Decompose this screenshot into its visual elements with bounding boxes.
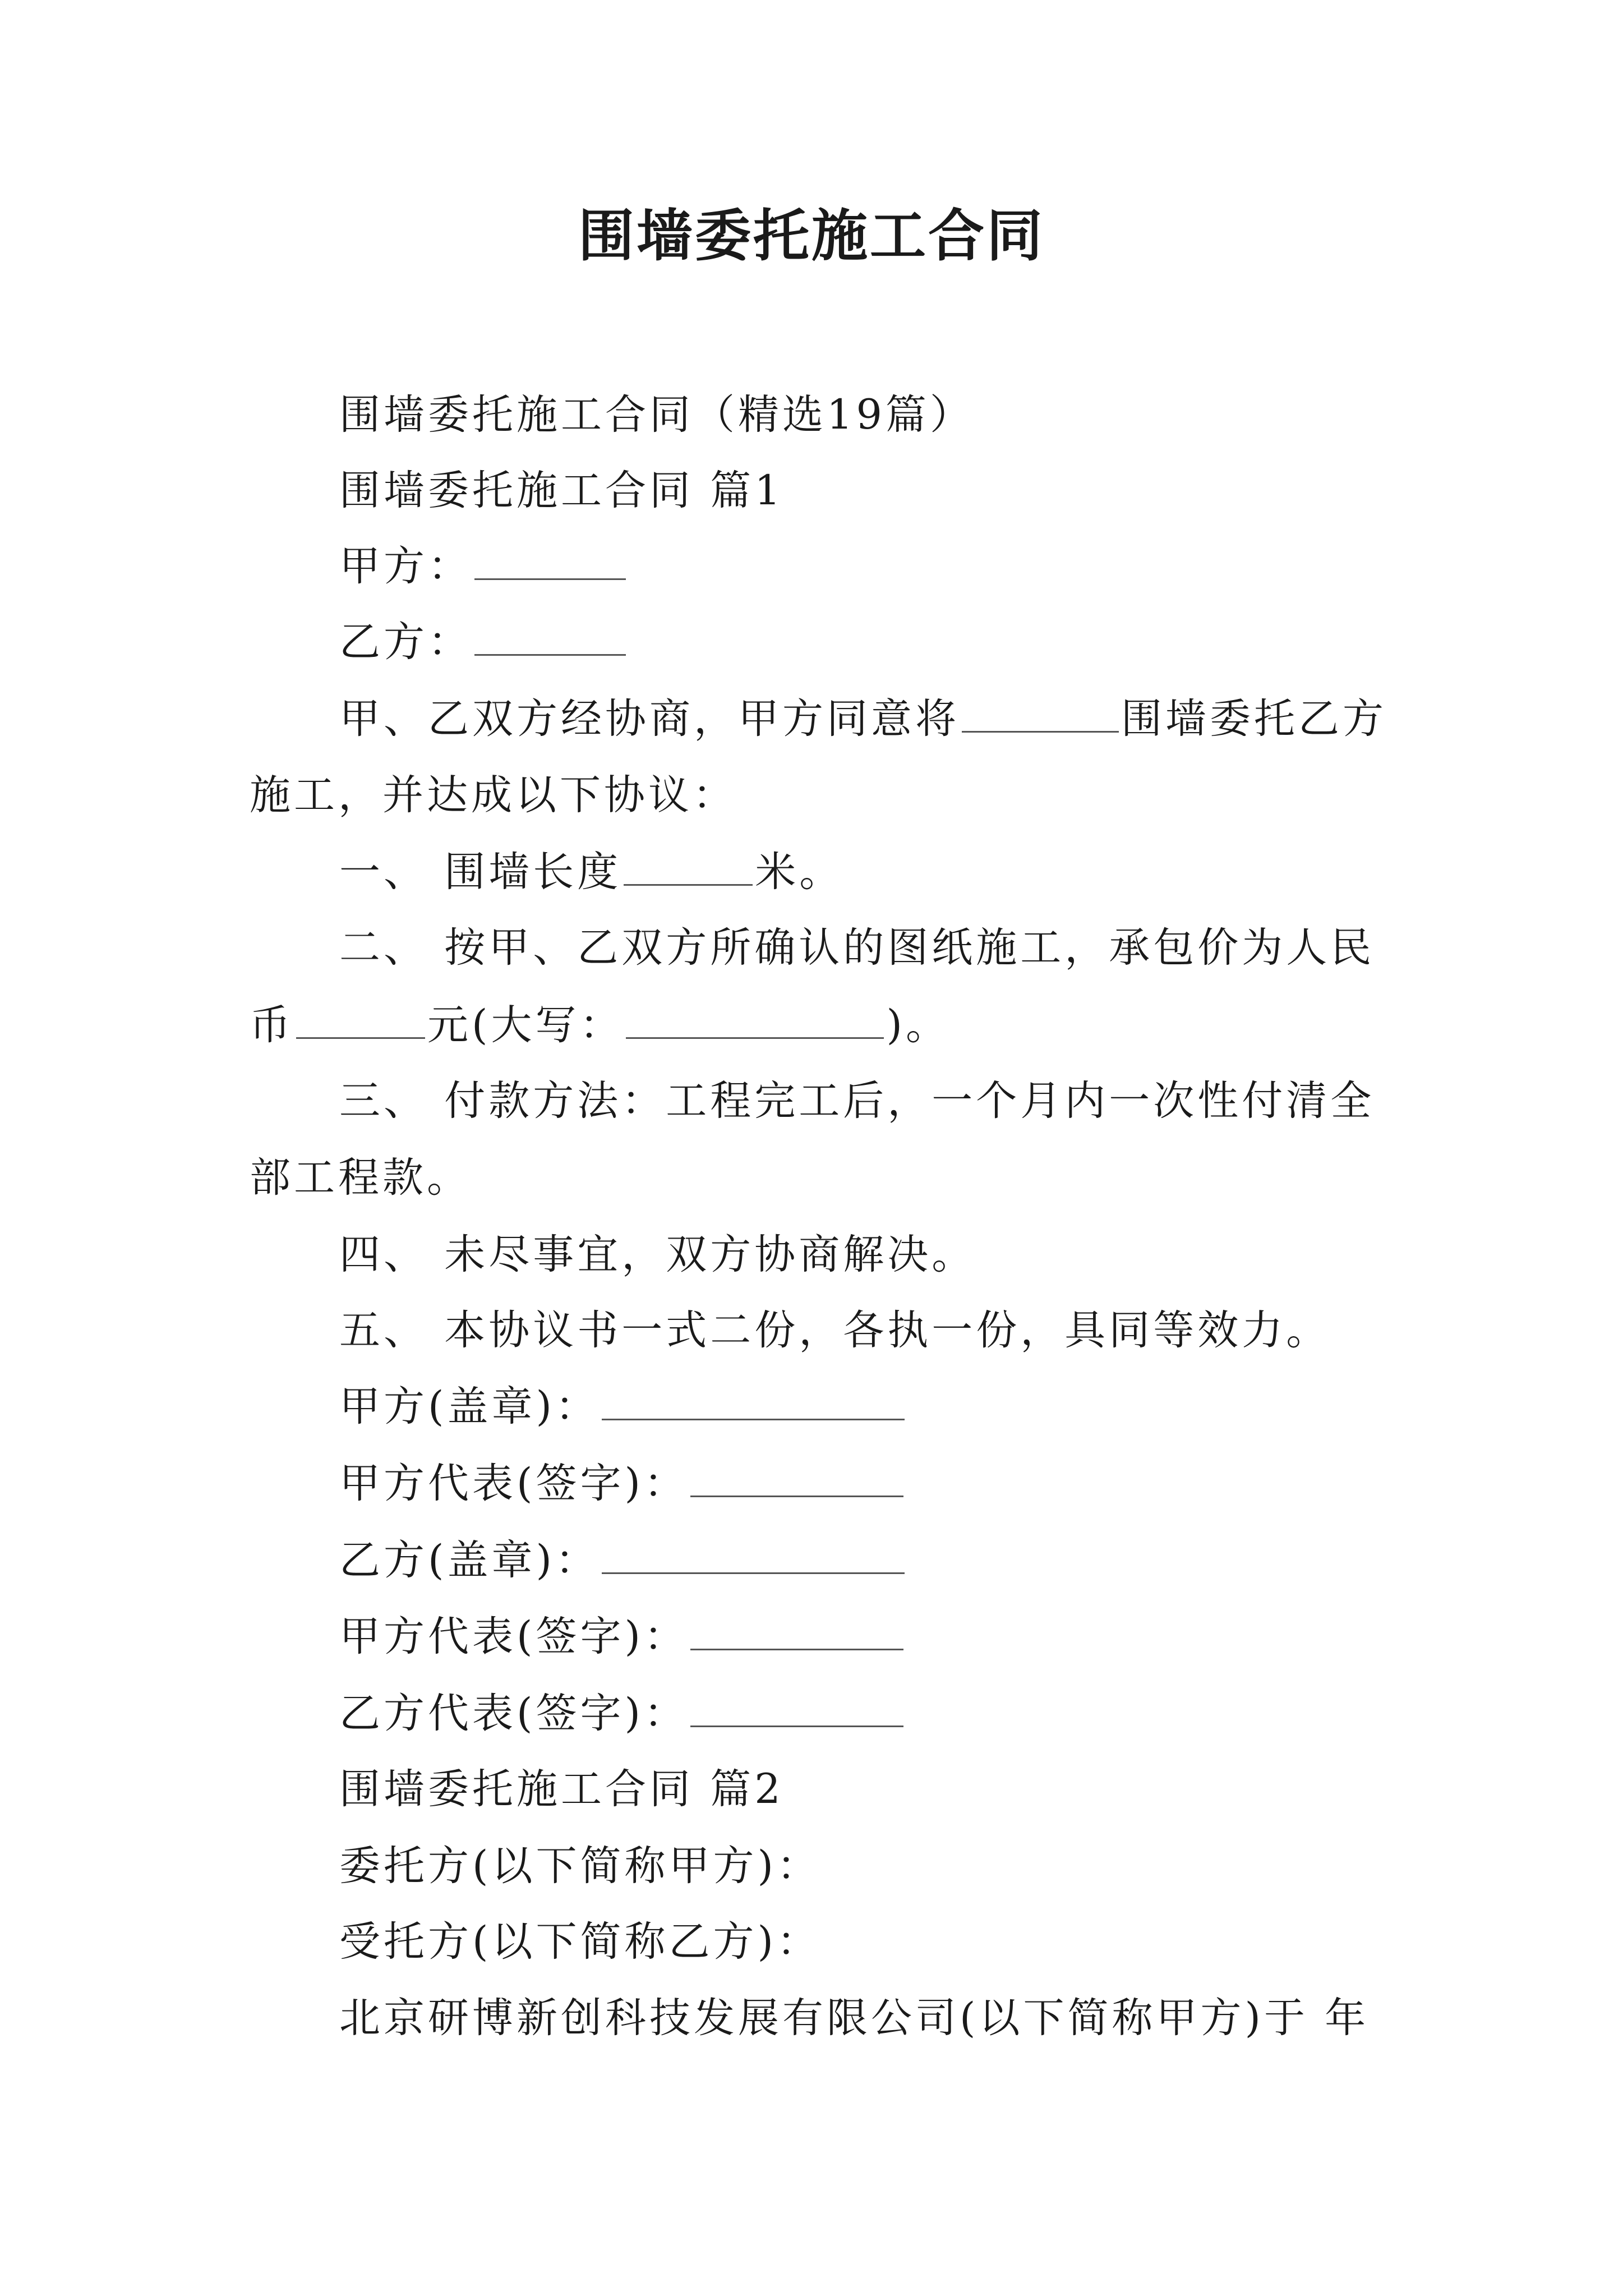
agreement-intro-cont: 施工，并达成以下协议： [250, 771, 737, 819]
clause-1-unit: 米。 [755, 848, 844, 896]
party-a-rep-line [339, 1456, 906, 1512]
clause-3: 三、 付款方法：工程完工后，一个月内一次性付清全 [339, 1077, 1375, 1125]
section-heading-2: 围墙委托施工合同 篇2 [339, 1765, 784, 1813]
clause-2: 二、 按甲、乙双方所确认的图纸施工，承包价为人民 [339, 924, 1375, 972]
agreement-intro-text-end: 围墙委托乙方 [1121, 695, 1387, 743]
party-b-rep-line [339, 1686, 906, 1742]
party-a-rep-line-2 [339, 1609, 906, 1665]
agreement-intro-line [339, 691, 1387, 747]
clause-1-text: 一、 围墙长度 [339, 848, 622, 896]
document-title: 围墙委托施工合同 [578, 203, 1045, 269]
section-heading-1: 围墙委托施工合同 篇1 [339, 467, 784, 514]
party-a-seal-line [339, 1379, 907, 1435]
party-b-seal-label: 乙方(盖章)： [339, 1536, 600, 1584]
party-a-line [339, 539, 628, 595]
clause-2-cont [250, 997, 950, 1053]
party-a-rep-blank [690, 1456, 903, 1497]
clause-4: 四、 未尽事宜，双方协商解决。 [339, 1231, 976, 1278]
price-uppercase-blank [626, 998, 884, 1039]
party-a-rep-blank-2 [690, 1609, 903, 1650]
client-line: 委托方(以下简称甲方)： [339, 1842, 821, 1890]
contractor-line: 受托方(以下简称乙方)： [339, 1918, 821, 1966]
agreement-intro-text: 甲、乙双方经协商，甲方同意将 [339, 695, 960, 743]
clause-2-currency: 币 [250, 1001, 294, 1049]
party-b-seal-blank [602, 1533, 905, 1574]
price-blank [296, 998, 425, 1039]
wall-length-blank [624, 845, 753, 886]
party-b-rep-label: 乙方代表(签字)： [339, 1690, 688, 1737]
party-a-rep-label: 甲方代表(签字)： [339, 1460, 688, 1507]
company-line: 北京研博新创科技发展有限公司(以下简称甲方)于 年 [339, 1994, 1370, 2042]
wall-location-blank [962, 692, 1119, 733]
clause-2-end: )。 [886, 1001, 950, 1049]
clause-2-uppercase-label: 元(大写： [427, 1001, 624, 1049]
party-b-line [339, 614, 628, 670]
party-a-blank [474, 539, 626, 580]
party-a-seal-blank [602, 1379, 905, 1420]
party-b-rep-blank [690, 1686, 903, 1727]
party-a-rep-label-2: 甲方代表(签字)： [339, 1613, 688, 1660]
clause-3-cont: 部工程款。 [250, 1154, 471, 1202]
party-a-label: 甲方： [339, 542, 472, 590]
subtitle-line: 围墙委托施工合同（精选19篇） [339, 391, 974, 439]
clause-1 [339, 844, 843, 900]
party-a-seal-label: 甲方(盖章)： [339, 1383, 600, 1430]
party-b-seal-line [339, 1533, 907, 1589]
party-b-label: 乙方： [339, 618, 472, 666]
clause-5: 五、 本协议书一式二份，各执一份，具同等效力。 [339, 1306, 1331, 1354]
party-b-blank [474, 615, 626, 656]
